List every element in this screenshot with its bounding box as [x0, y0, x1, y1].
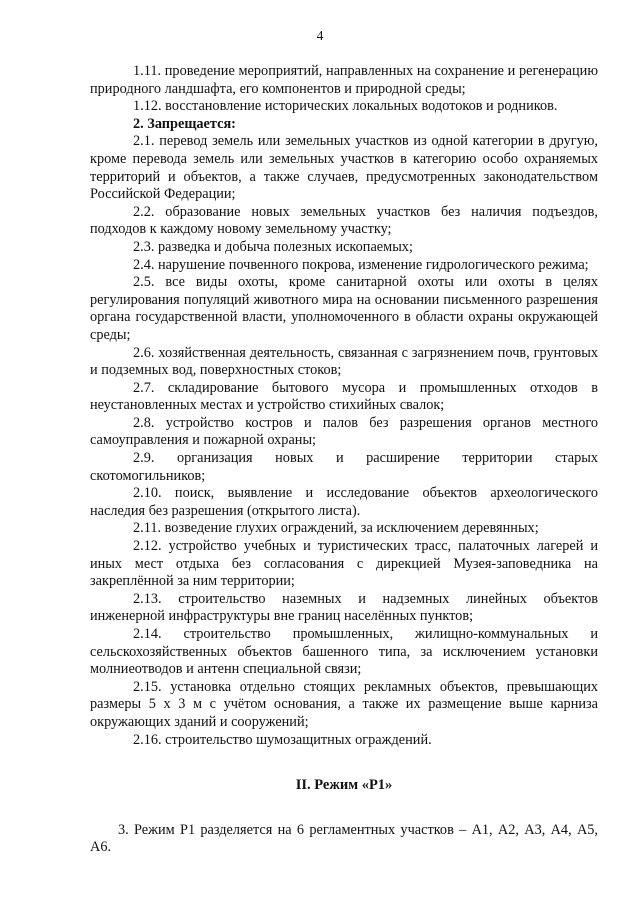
paragraph-2-9: 2.9. организация новых и расширение территории старых скотомогильников;: [90, 450, 598, 484]
paragraph-2-8: 2.8. устройство костров и палов без разрешения органов местного самоуправления и пожарной охраны;: [90, 414, 598, 449]
paragraph-3: 3. Режим Р1 разделяется на 6 регламентных участков – А1, А2, А3, А4, А5, А6.: [90, 821, 598, 856]
paragraph-2-14: 2.14. строительство промышленных, жилищно-коммунальных и сельскохозяйственных объектов башенного типа, за исключением установки молниеотводов и антенн специальной связи;: [90, 626, 598, 678]
paragraph-2-4: 2.4. нарушение почвенного покрова, изменение гидрологического режима;: [133, 256, 589, 273]
paragraph-2-7: 2.7. складирование бытового мусора и промышленных отходов в неустановленных местах и устройство стихийных свалок;: [90, 379, 598, 414]
page-number: 4: [316, 28, 324, 43]
paragraph-2-12: 2.12. устройство учебных и туристических трасс, палаточных лагерей и иных мест отдыха без согласования с дирекцией Музея-заповедника на закреплённой за ним территории;: [90, 538, 598, 590]
paragraph-2-5: 2.5. все виды охоты, кроме санитарной охоты или охоты в целях регулирования популяций животного мира на основании письменного разрешения органа государственной власти, уполномоченного в области охраны окружающей среды;: [90, 274, 598, 343]
paragraph-2-6: 2.6. хозяйственная деятельность, связанная с загрязнением почв, грунтовых и подземных вод, поверхностных стоков;: [90, 344, 598, 379]
paragraph-2-15: 2.15. установка отдельно стоящих рекламных объектов, превышающих размеры 5 х 3 м с учётом основания, а также их размещение выше карниза окружающих зданий и сооружений;: [90, 678, 598, 730]
paragraph-1-11: 1.11. проведение мероприятий, направленных на сохранение и регенерацию природного ландшафта, его компонентов и природной среды;: [90, 63, 598, 97]
paragraph-2-11: 2.11. возведение глухих ограждений, за исключением деревянных;: [133, 520, 539, 537]
paragraph-1-12: 1.12. восстановление исторических локальных водотоков и родников.: [133, 98, 558, 115]
paragraph-2-10: 2.10. поиск, выявление и исследование объектов археологического наследия без разрешения (открытого листа).: [90, 485, 598, 519]
paragraph-2-1: 2.1. перевод земель или земельных участков из одной категории в другую, кроме перевода земель или земельных участков в категорию особо охраняемых территорий и объектов, а также случаев, предусмотренных законодательством Российской Федерации;: [90, 133, 598, 203]
document-body: [90, 63, 598, 857]
paragraph-2-13: 2.13. строительство наземных и надземных линейных объектов инженерной инфраструктуры вне границ населённых пунктов;: [90, 590, 598, 625]
paragraph-2-3: 2.3. разведка и добыча полезных ископаемых;: [133, 238, 413, 255]
paragraph-2-2: 2.2. образование новых земельных участков без наличия подъездов, подходов к каждому новому земельному участку;: [90, 203, 598, 238]
prohibited-heading: 2. Запрещается:: [133, 115, 236, 132]
section-title: II. Режим «Р1»: [295, 777, 393, 794]
paragraph-2-16: 2.16. строительство шумозащитных ограждений.: [133, 731, 432, 748]
